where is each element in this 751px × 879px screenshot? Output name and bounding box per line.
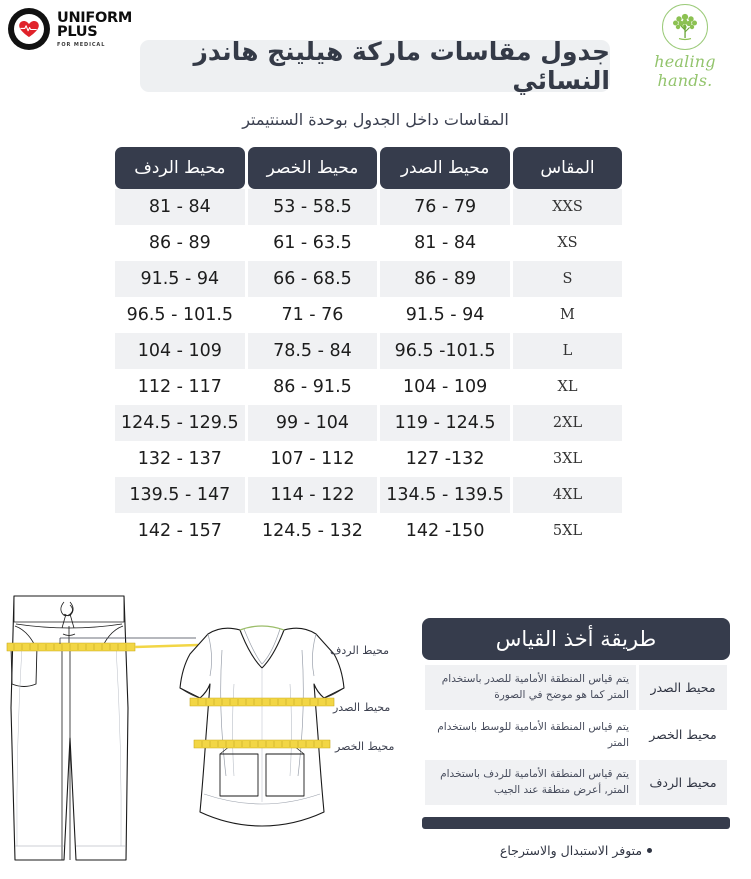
brand-line-1: UNIFORM [57,9,133,26]
return-policy-note [422,843,730,858]
units-subtitle: المقاسات داخل الجدول بوحدة السنتيمتر [242,110,509,129]
table-row [115,225,622,261]
cell-chest: 91.5 - 94 [405,305,485,325]
guide-divider-bar [422,817,730,829]
measurement-guide-title [422,618,730,660]
garment-illustrations [0,588,420,875]
table-row [115,513,622,549]
size-chart-table [112,147,625,549]
col-header-waist: محيط الخصر [248,147,378,189]
measurement-guide-panel [422,618,730,829]
hip-measure-tape [7,638,198,651]
illustration-label-waist: محيط الخصر [335,740,395,753]
table-row [115,189,622,225]
table-row [115,441,622,477]
cell-size: L [513,333,622,369]
cell-chest: 81 - 84 [414,233,477,253]
healing-hands-logo [633,4,737,90]
cell-chest: 127 -132 [405,449,485,469]
guide-desc-chest: يتم قياس المنطقة الأمامية للصدر باستخدام المتر كما هو موضح في الصورة [425,665,636,710]
cell-waist: 114 - 122 [248,477,378,513]
cell-chest: 104 - 109 [402,377,488,397]
cell-waist: 78.5 - 84 [248,333,378,369]
guide-desc-hip: يتم قياس المنطقة الأمامية للردف باستخدام المتر, أعرض منطقة عند الجيب [425,760,636,805]
cell-chest: 142 -150 [405,521,485,541]
illustration-label-hip: محيط الردف [330,644,390,657]
cell-hip: 96.5 - 101.5 [126,305,234,325]
guide-row [425,665,727,710]
cell-hip: 142 - 157 [137,521,222,541]
cell-chest: 134.5 - 139.5 [380,477,510,513]
cell-size: M [560,307,575,323]
cell-hip: 81 - 84 [115,189,245,225]
cell-waist: 99 - 104 [248,405,378,441]
brand-line-2: PLUS [57,24,98,40]
table-row [115,369,622,405]
col-header-size: المقاس [513,147,622,189]
table-row [115,477,622,513]
guide-row [425,713,727,758]
cell-chest: 96.5 -101.5 [380,333,510,369]
waist-measure-tape [194,740,330,748]
table-row [115,333,622,369]
measurement-guide-table [422,662,730,808]
table-header-row [115,147,622,189]
bullet-icon [647,848,652,853]
guide-label-waist: محيط الخصر [639,713,727,758]
cell-waist: 107 - 112 [270,449,355,469]
brand-line-3: FOR MEDICAL [57,41,106,48]
chest-measure-tape [190,698,334,706]
cell-chest: 119 - 124.5 [380,405,510,441]
cell-waist: 86 - 91.5 [273,377,352,397]
col-header-chest: محيط الصدر [380,147,510,189]
table-row [115,261,622,297]
cell-size: 3XL [552,451,583,467]
size-chart-body [115,189,622,549]
pants-illustration [11,596,128,860]
guide-label-chest: محيط الصدر [639,665,727,710]
return-policy-text: متوفر الاستبدال والاسترجاع [499,843,643,858]
col-header-hip: محيط الردف [115,147,245,189]
illustration-label-chest: محيط الصدر [333,701,391,714]
cell-waist: 124.5 - 132 [261,521,363,541]
scrub-top-illustration [180,626,344,826]
page-title [140,37,610,95]
cell-size: S [513,261,622,297]
tree-in-circle-icon [662,4,708,50]
cell-size: 5XL [552,523,583,539]
heartbeat-in-circle-icon [8,8,50,50]
cell-waist: 71 - 76 [281,305,344,325]
uniform-plus-logo [8,8,132,50]
cell-hip: 91.5 - 94 [115,261,245,297]
cell-hip: 132 - 137 [137,449,222,469]
cell-chest: 76 - 79 [380,189,510,225]
table-row [115,405,622,441]
cell-size: XS [557,235,578,251]
cell-size: XXS [513,189,622,225]
guide-row [425,760,727,805]
uniform-plus-wordmark [57,11,132,48]
cell-hip: 139.5 - 147 [115,477,245,513]
guide-desc-waist: يتم قياس المنطقة الأمامية للوسط باستخدام المتر [425,713,636,758]
cell-hip: 86 - 89 [148,233,211,253]
cell-hip: 112 - 117 [137,377,222,397]
cell-chest: 86 - 89 [380,261,510,297]
cell-waist: 53 - 58.5 [248,189,378,225]
cell-size: 4XL [513,477,622,513]
cell-size: 2XL [513,405,622,441]
cell-size: XL [557,379,578,395]
cell-waist: 66 - 68.5 [248,261,378,297]
cell-hip: 104 - 109 [115,333,245,369]
page-title-text: جدول مقاسات ماركة هيلينج هاندز النسائي [193,37,610,95]
healing-hands-wordmark: healing hands. [654,52,716,90]
table-row [115,297,622,333]
guide-label-hip: محيط الردف [639,760,727,805]
cell-hip: 124.5 - 129.5 [115,405,245,441]
measurement-guide-title-text: طريقة أخذ القياس [495,627,657,651]
cell-waist: 61 - 63.5 [273,233,352,253]
